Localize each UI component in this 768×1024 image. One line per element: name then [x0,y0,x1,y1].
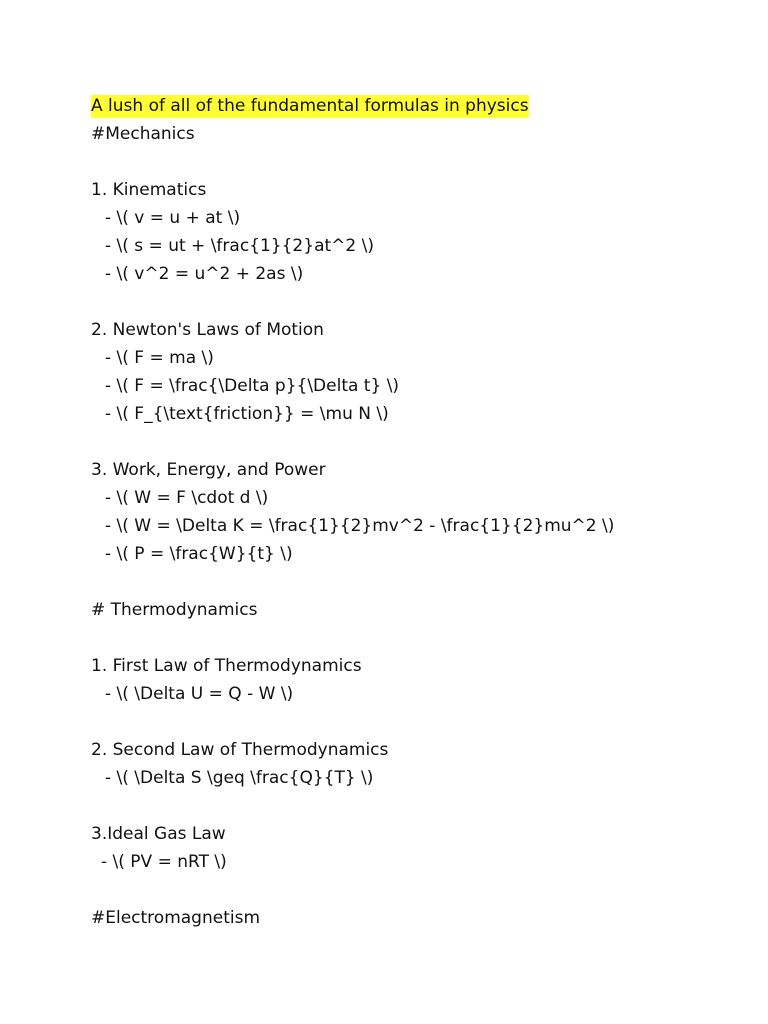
spacer [91,624,751,652]
spacer [91,876,751,904]
subsection-heading-second-law: 2. Second Law of Thermodynamics [91,740,389,760]
formula-line: - \( P = \frac{W}{t} \) [105,544,293,564]
formula-line: - \( \Delta U = Q - W \) [105,684,294,704]
formula-line: - \( W = F \cdot d \) [105,488,269,508]
spacer [91,428,751,456]
section-heading-electromagnetism: #Electromagnetism [91,908,261,928]
subsection-heading-kinematics: 1. Kinematics [91,180,207,200]
document-page [91,92,751,932]
formula-line: - \( v^2 = u^2 + 2as \) [105,264,304,284]
formula-line: - \( F = ma \) [105,348,214,368]
subsection-heading-first-law: 1. First Law of Thermodynamics [91,656,362,676]
spacer [91,568,751,596]
document-title: A lush of all of the fundamental formulas in physics [91,96,529,116]
subsection-heading-newtons-laws: 2. Newton's Laws of Motion [91,320,324,340]
formula-line: - \( F = \frac{\Delta p}{\Delta t} \) [105,376,400,396]
formula-line: - \( v = u + at \) [105,208,241,228]
section-heading-mechanics: #Mechanics [91,124,195,144]
spacer [91,288,751,316]
section-heading-thermodynamics: # Thermodynamics [91,600,258,620]
formula-line: - \( F_{\text{friction}} = \mu N \) [105,404,389,424]
formula-line: - \( W = \Delta K = \frac{1}{2}mv^2 - \frac{1}{2}mu^2 \) [105,516,615,536]
spacer [91,708,751,736]
document-title-line [91,92,751,120]
spacer [91,792,751,820]
spacer [91,148,751,176]
formula-line: - \( PV = nRT \) [101,852,227,872]
subsection-heading-work-energy-power: 3. Work, Energy, and Power [91,460,326,480]
formula-line: - \( s = ut + \frac{1}{2}at^2 \) [105,236,374,256]
formula-line: - \( \Delta S \geq \frac{Q}{T} \) [105,768,374,788]
subsection-heading-ideal-gas-law: 3.Ideal Gas Law [91,824,226,844]
